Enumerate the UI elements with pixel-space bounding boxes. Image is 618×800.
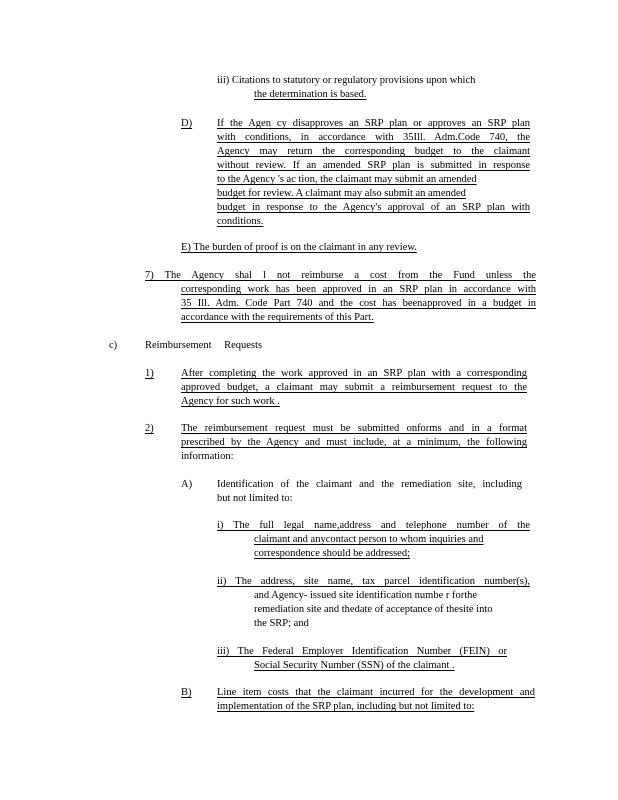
item-c1-label: 1)	[145, 368, 154, 379]
section-c-heading: Reimbursement Requests	[145, 340, 263, 351]
item-c2-label: 2)	[145, 423, 154, 434]
item-D-label: D)	[181, 118, 193, 129]
item-A-iii-text: iii) The Federal Employer Identification Number (FEIN) or Social Security Number (SSN) of the claimant .	[217, 646, 507, 671]
item-c1-text: After completing the work approved in an SRP plan with a corresponding approved budget, a claimant may submit a reimbursement request to the Agency for such work .	[181, 368, 527, 407]
item-7-text: 7) The Agency shal l not reimburse a cost from the Fund unless the corresponding work has been approved in an SRP plan in accordance with 35 Ill. Adm. Code Part 740 and the cost has beenapproved in a budget in accordance with the requirements of this Part.	[145, 270, 536, 323]
item-A-label: A)	[181, 479, 193, 490]
item-B-text: Line item costs that the claimant incurred for the development and implementation of the SRP plan, including but not limited to:	[217, 687, 535, 712]
item-B-label: B)	[181, 687, 192, 698]
citation-line-1: iii) Citations to statutory or regulatory provisions upon which	[217, 75, 476, 86]
item-E-text: E) The burden of proof is on the claimant in any review.	[181, 242, 417, 253]
section-c-label: c)	[109, 340, 118, 351]
item-D-text: If the Agen cy disapproves an SRP plan or approves an SRP plan with conditions, in accordance with 35Ill. Adm.Code 740, the Agency may return the corresponding budget to the claimant without review. If an amended SRP plan is submitted in response to the Agency 's ac tion, the claimant may submit an amended budget for review. A claimant may also submit an amended budget in response to the Agency's approval of an SRP plan with conditions.	[217, 118, 530, 227]
item-c2-text: The reimbursement request must be submitted onforms and in a format prescribed by the Agency and must include, at a minimum, the following information:	[181, 423, 527, 462]
item-A-text: Identification of the claimant and the remediation site, including but not limited to:	[217, 479, 522, 504]
item-A-i-text: i) The full legal name,address and telephone number of the claimant and anycontact person to whom inquiries and correspondence should be addressed;	[217, 520, 530, 559]
citation-line-2: the determination is based.	[254, 89, 367, 100]
item-A-ii-text: ii) The address, site name, tax parcel identification number(s), and Agency- issued site identification numbe r forthe remediation site and thedate of acceptance of thesite into the SRP; and	[217, 576, 530, 629]
